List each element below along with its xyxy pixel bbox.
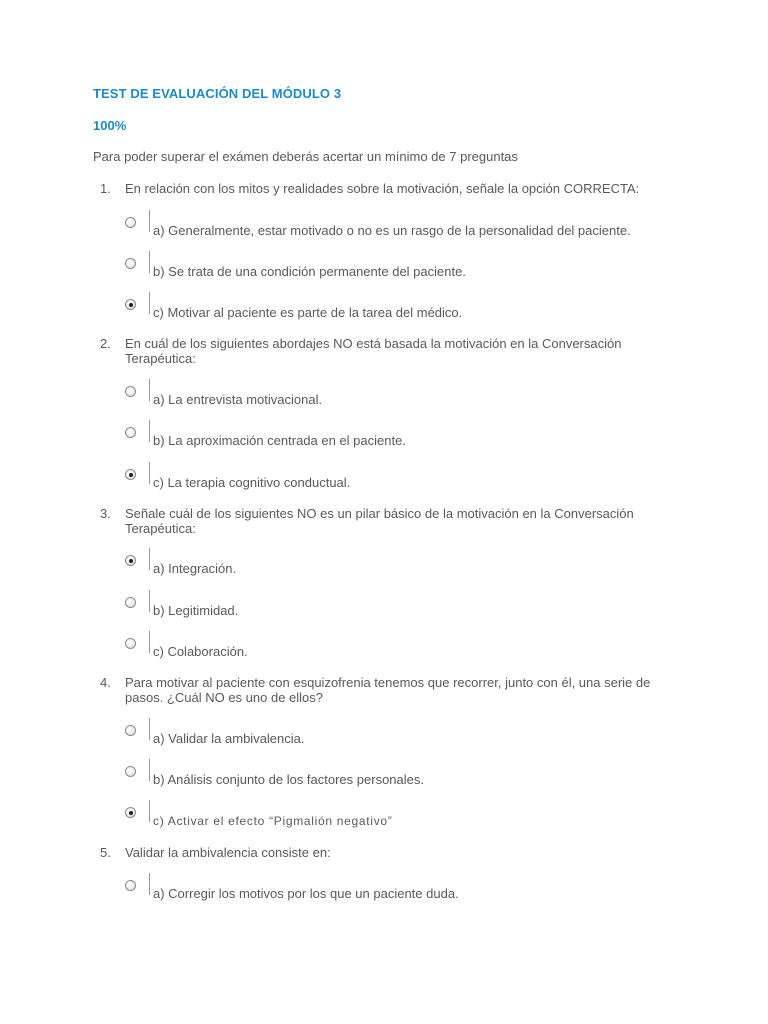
divider (149, 292, 150, 314)
question-number: 1. (100, 181, 111, 196)
option-label: a) La entrevista motivacional. (153, 392, 323, 407)
radio-button[interactable] (125, 386, 136, 397)
radio-button[interactable] (125, 258, 136, 269)
option-1b[interactable] (125, 258, 665, 286)
question-1 (93, 181, 653, 196)
option-1c[interactable] (125, 299, 665, 327)
option-4b[interactable] (125, 766, 665, 794)
option-4c[interactable] (125, 807, 665, 835)
option-2a[interactable] (125, 386, 665, 414)
divider (149, 631, 150, 653)
question-number: 2. (100, 336, 111, 351)
divider (149, 873, 150, 895)
divider (149, 210, 150, 232)
option-label: b) Se trata de una condición permanente del paciente. (153, 264, 466, 279)
divider (149, 759, 150, 781)
option-2c[interactable] (125, 469, 665, 497)
divider (149, 251, 150, 273)
radio-button[interactable] (125, 880, 136, 891)
option-3b[interactable] (125, 597, 665, 625)
question-5 (93, 845, 653, 860)
option-label: b) La aproximación centrada en el paciente. (153, 433, 406, 448)
option-label: c) Activar el efecto “Pigmalión negativo” (153, 814, 393, 828)
radio-button[interactable] (125, 638, 136, 649)
radio-button[interactable] (125, 766, 136, 777)
divider (149, 548, 150, 570)
divider (149, 718, 150, 740)
question-4 (93, 675, 653, 705)
divider (149, 379, 150, 401)
option-5a[interactable] (125, 880, 665, 908)
option-3a[interactable] (125, 555, 665, 583)
question-number: 5. (100, 845, 111, 860)
divider (149, 800, 150, 822)
radio-button[interactable] (125, 217, 136, 228)
radio-button-selected[interactable] (125, 299, 136, 310)
radio-button[interactable] (125, 427, 136, 438)
option-1a[interactable] (125, 217, 665, 245)
option-label: a) Integración. (153, 561, 237, 576)
question-text: En relación con los mitos y realidades sobre la motivación, señale la opción CORRECTA: (125, 181, 640, 196)
score-value: 100% (93, 118, 127, 133)
intro-text: Para poder superar el exámen deberás acertar un mínimo de 7 preguntas (93, 149, 518, 164)
option-2b[interactable] (125, 427, 665, 455)
radio-button[interactable] (125, 597, 136, 608)
option-label: c) Motivar al paciente es parte de la tarea del médico. (153, 305, 463, 320)
option-label: a) Validar la ambivalencia. (153, 731, 305, 746)
radio-button-selected[interactable] (125, 469, 136, 480)
option-label: c) La terapia cognitivo conductual. (153, 475, 351, 490)
divider (149, 420, 150, 442)
option-3c[interactable] (125, 638, 665, 666)
option-label: b) Análisis conjunto de los factores personales. (153, 772, 424, 787)
option-label: b) Legitimidad. (153, 603, 239, 618)
question-number: 3. (100, 506, 111, 521)
page-title: TEST DE EVALUACIÓN DEL MÓDULO 3 (93, 86, 342, 101)
question-text: Señale cuál de los siguientes NO es un pilar básico de la motivación en la Conversación Terapéutica: (125, 506, 634, 536)
question-3 (93, 506, 653, 536)
option-4a[interactable] (125, 725, 665, 753)
option-label: a) Generalmente, estar motivado o no es un rasgo de la personalidad del paciente. (153, 223, 631, 238)
radio-button[interactable] (125, 725, 136, 736)
question-text: Para motivar al paciente con esquizofrenia tenemos que recorrer, junto con él, una serie de pasos. ¿Cuál NO es uno de ellos? (125, 675, 651, 705)
question-number: 4. (100, 675, 111, 690)
radio-button-selected[interactable] (125, 807, 136, 818)
divider (149, 462, 150, 484)
question-text: En cuál de los siguientes abordajes NO está basada la motivación en la Conversación Terapéutica: (125, 336, 622, 366)
option-label: a) Corregir los motivos por los que un paciente duda. (153, 886, 459, 901)
divider (149, 590, 150, 612)
question-2 (93, 336, 653, 366)
question-text: Validar la ambivalencia consiste en: (125, 845, 331, 860)
option-label: c) Colaboración. (153, 644, 248, 659)
radio-button-selected[interactable] (125, 555, 136, 566)
